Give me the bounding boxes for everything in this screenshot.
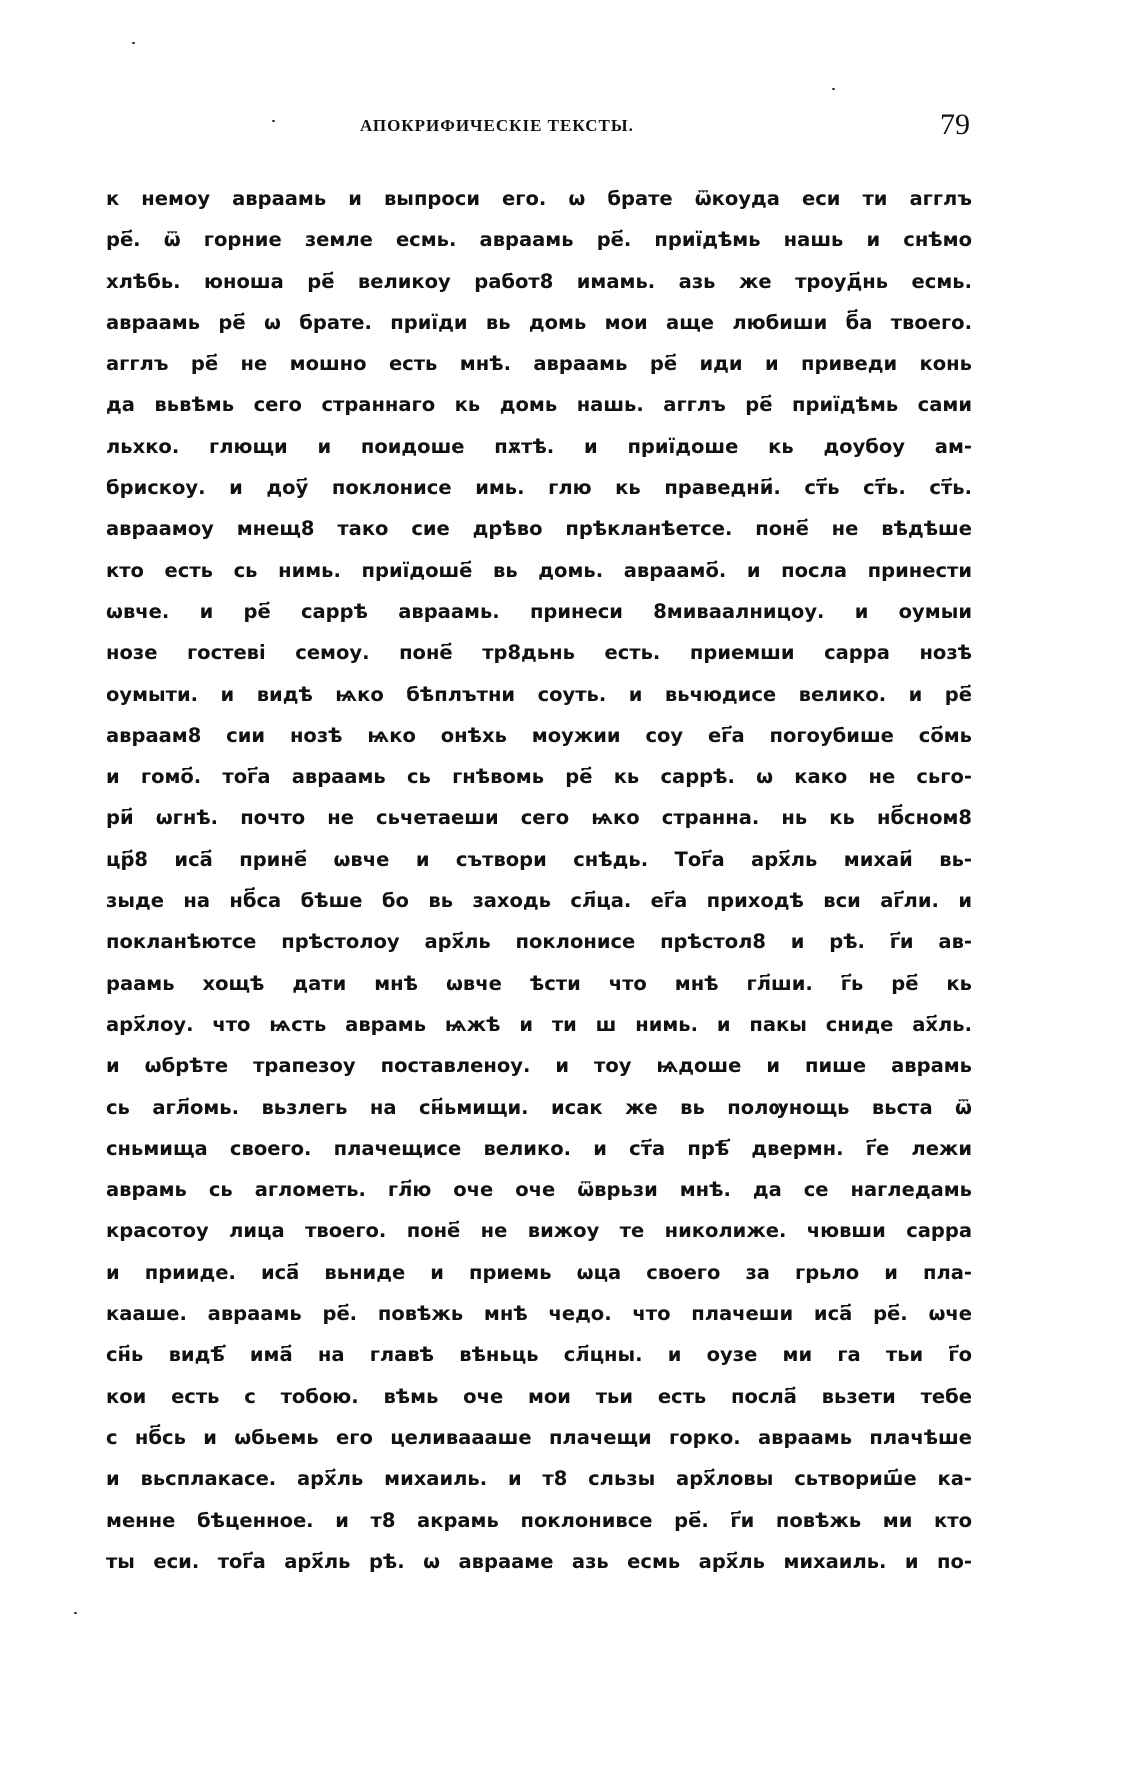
running-head	[110, 108, 970, 148]
page-number: 79	[940, 108, 970, 141]
text-line: менне бѣценное. и т8 акрамь поклонивсе ре҃. г҃и повѣжь ми кто	[106, 1508, 972, 1532]
text-line: ѡвче. и ре҃ саррѣ авраамь. принеси 8миваалницоу. и оумыи	[106, 599, 972, 623]
text-line: авраамоу мнещ8 тако сие дрѣво прѣкланѣетсе. поне҃ не вѣдѣше	[106, 517, 972, 541]
text-line: красотоу лица твоего. поне҃ не вижоу те николиже. чювши сарра	[106, 1219, 972, 1243]
text-line: авраам8 сии нозѣ ѩко онѣхь моужии соу ег҃а погоубише со҃мь	[106, 723, 972, 747]
text-line: ре҃. ѿ горние земле есмь. авраамь ре҃. приїдѣмь нашь и снѣмо	[106, 228, 972, 252]
scan-speck	[132, 42, 135, 44]
text-line: ты еси. тог҃а арх҃ль рѣ. ѡ аврааме азь есмь арх҃ль михаиль. и по-	[106, 1549, 972, 1573]
body-text	[106, 178, 972, 1582]
text-line: покланѣютсе прѣстолоу арх҃ль поклонисе прѣстол8 и рѣ. г҃и ав-	[106, 930, 972, 954]
text-line: брискоу. и доу҃ поклонисе имь. глю кь праведни҃. ст҃ь ст҃ь. ст҃ь.	[106, 476, 972, 500]
text-line: раамь хощѣ дати мнѣ ѡвче ѣсти что мнѣ гл҃ши. г҃ь ре҃ кь	[106, 971, 972, 995]
text-line: и прииде. иса҃ вьниде и приемь ѡца своего за грьло и пла-	[106, 1260, 972, 1284]
text-line: агглъ ре҃ не мошно есть мнѣ. авраамь ре҃ иди и приведи конь	[106, 352, 972, 376]
text-line: сн҃ь видѣ҃ има҃ на главѣ вѣньць сл҃цны. и оузе ми га тьи г҃о	[106, 1343, 972, 1367]
text-line: сньмища своего. плачещисе велико. и ст҃а прѣ҃ двермн. г҃е лежи	[106, 1136, 972, 1160]
text-line: кто есть сь нимь. приїдоше҃ вь домь. авраамо҃. и посла принести	[106, 558, 972, 582]
text-line: сь агл҃омь. вьзлегь на сн҃ьмищи. исак же вь полѹнощь вьста ѿ	[106, 1095, 972, 1119]
text-line: хлѣбь. юноша ре҃ великоу работ8 имамь. азь же троуд҃нь есмь.	[106, 269, 972, 293]
text-line: нозе гостеві семоу. поне҃ тр8дьнь есть. приемши сарра нозѣ	[106, 641, 972, 665]
running-title: АПОКРИФИЧЕСКІЕ ТЕКСТЫ.	[360, 116, 634, 135]
text-line: и гомо҃. тог҃а авраамь сь гнѣвомь ре҃ кь саррѣ. ѡ како не сьго-	[106, 765, 972, 789]
text-line: и вьсплакасе. арх҃ль михаиль. и т8 сльзы арх҃ловы сьтвориш҃е ка-	[106, 1467, 972, 1491]
text-line: авраамь ре҃ ѡ брате. приїди вь домь мои аще любиши б҃а твоего.	[106, 310, 972, 334]
text-line: ри҃ ѡгнѣ. почто не сьчетаеши сего ѩко странна. нь кь нб҃сном8	[106, 806, 972, 830]
scan-speck	[272, 120, 275, 122]
text-line: льхко. глющи и поидоше пѫтѣ. и приїдоше кь доубоу ам-	[106, 434, 972, 458]
scan-speck	[832, 88, 835, 90]
text-line: аврамь сь аглометь. гл҃ю оче оче ѿврьзи мнѣ. да се нагледамь	[106, 1178, 972, 1202]
scan-speck	[74, 1612, 77, 1614]
text-line: кои есть с тобою. вѣмь оче мои тьи есть посла҃ вьзети тебе	[106, 1384, 972, 1408]
text-line: цр҃8 иса҃ прине҃ ѡвче и сътвори снѣдь. Тог҃а арх҃ль михаи҃ вь-	[106, 847, 972, 871]
text-line: зыде на нб҃са бѣше бо вь заходь сл҃ца. ег҃а приходѣ вси аг҃ли. и	[106, 889, 972, 913]
text-line: арх҃лоу. что ѩсть аврамь ѩжѣ и ти ш нимь. и пакы сниде ах҃ль.	[106, 1012, 972, 1036]
text-line: к немоу авраамь и выпроси его. ѡ брате ѿкоуда еси ти агглъ	[106, 187, 972, 210]
text-line: кааше. авраамь ре҃. повѣжь мнѣ чедо. что плачеши иса҃ ре҃. ѡче	[106, 1302, 972, 1326]
text-line: и ѡбрѣте трапезоу поставленоу. и тоу ѩдоше и пише аврамь	[106, 1054, 972, 1078]
text-line: да вьвѣмь сего страннаго кь домь нашь. агглъ ре҃ приїдѣмь сами	[106, 393, 972, 417]
text-line: с нб҃сь и ѡбьемь его целиваааше плачещи горко. авраамь плачѣше	[106, 1425, 972, 1449]
text-line: оумыти. и видѣ ѩко бѣплътни соуть. и вьчюдисе велико. и ре҃	[106, 682, 972, 706]
